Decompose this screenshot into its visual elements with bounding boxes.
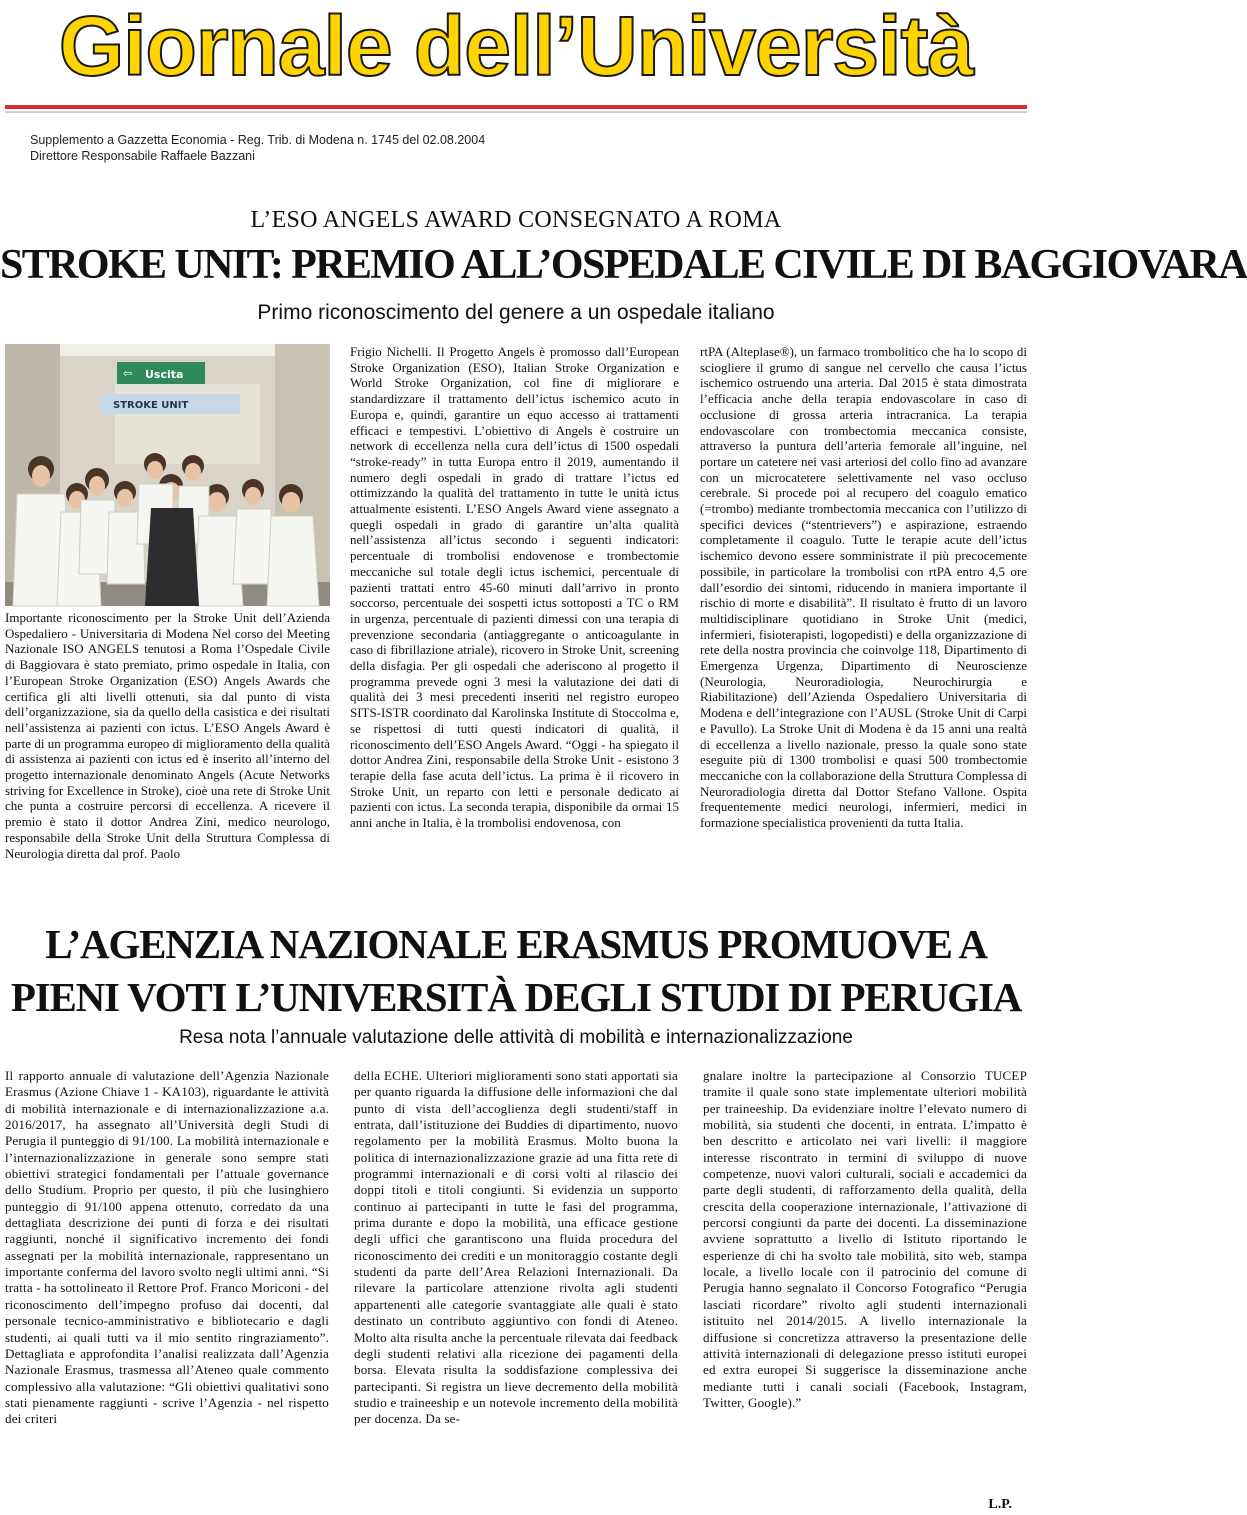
supplement-director: Direttore Responsabile Raffaele Bazzani <box>30 149 255 163</box>
article1-kicker: L’ESO ANGELS AWARD CONSEGNATO A ROMA <box>250 207 782 233</box>
stroke-unit-sign-text: STROKE UNIT <box>113 400 189 411</box>
supplement-info <box>30 132 485 164</box>
stroke-unit-team-photo <box>5 344 330 606</box>
article2-headline <box>0 918 1032 1024</box>
svg-text:⇦: ⇦ <box>123 367 133 380</box>
article1-headline: STROKE UNIT: PREMIO ALL’OSPEDALE CIVILE DI BAGGIOVARA <box>0 242 1247 288</box>
masthead-red-rule <box>5 105 1027 109</box>
article2-column-2: della ECHE. Ulteriori miglioramenti sono stati apportati sia per quanto riguarda la diffusione delle informazioni che dal punto di vista dell’accoglienza degli studenti/staff in entrata, dall’istituzione dei Buddies di dipartimento, nuovo regolamento per la mobilità Erasmus. Molto buona la politica di internazionalizzazione grazie ad una fitta rete di programmi internazionali e di corsi volti al rilascio dei doppi titoli e titoli congiunti. Si evidenzia un supporto continuo ai partecipanti in tutte le fasi del programma, prima durante e dopo la mobilità, una efficace gestione degli uffici che garantiscono una fluida procedura del riconoscimento dei crediti e un monitoraggio costante degli studenti da parte dell’Area Relazioni Internazionali. Da rilevare la particolare attenzione rivolta agli studenti appartenenti alle categorie svantaggiate alle quali è stato destinato un contributo aggiuntivo con fondi di Ateneo. Molto alta risulta anche la percentuale rilevata dai feedback degli studenti relativi alla ricezione dei pagamenti della borsa. Elevata risulta la soddisfazione complessiva dei partecipanti. Si registra un lieve decremento della mobilità studio e traineeship e un notevole incremento della mobilità per docenza. Da se- <box>354 1068 678 1427</box>
article2-subtitle: Resa nota l’annuale valutazione delle attività di mobilità e internazionalizzazione <box>179 1027 853 1048</box>
masthead-title: Giornale dell’Università <box>58 0 974 93</box>
article2-column-1: Il rapporto annuale di valutazione dell’Agenzia Nazionale Erasmus (Azione Chiave 1 - KA103), riguardante le attività di mobilità internazionale e di internazionalizzazione a.a. 2016/2017, ha assegnato all’Università degli Studi di Perugia il punteggio di 91/100. La mobilità internazionale e l’internazionalizzazione in generale sono sempre stati obiettivi strategici fondamentali per l’attuale governance dello Studium. Proprio per questo, il più che lusinghiero punteggio di 91/100 appena ottenuto, corredato da una dettagliata descrizione dei punti di forza e dei risultati raggiunti, nonché il significativo incremento dei fondi assegnati per la mobilità internazionale, rappresentano un importante conferma del lavoro svolto negli ultimi anni. “Si tratta - ha sottolineato il Rettore Prof. Franco Moriconi - del riconoscimento dell’impegno profuso dai docenti, dal personale tecnico-amministrativo e bibliotecario e dagli studenti, ai quali tutti va il mio sentito ringraziamento”. Dettagliata e approfondita l’analisi realizzata dall’Agenzia Nazionale Erasmus, trasmessa all’Ateneo quale commento complessivo alla valutazione: “Gli obiettivi qualitativi sono stati pienamente raggiunti - scrive l’Agenzia - nel rispetto dei criteri <box>5 1068 329 1427</box>
masthead-grey-rule <box>5 111 1027 113</box>
article2-headline-line-1: L’AGENZIA NAZIONALE ERASMUS PROMUOVE A <box>45 921 987 967</box>
article1-column-1: Importante riconoscimento per la Stroke Unit dell’Azienda Ospedaliero - Universitaria di Modena Nel corso del Meeting Nazionale ISO ANGELS tenutosi a Roma l’Ospedale Civile di Baggiovara è stato premiato, primo ospedale in Italia, con l’European Stroke Organization (ESO) Angels Awards che certifica gli alti livelli ottenuti, sia dal punto di vista dell’organizzazione, sia da quello della casistica e dei risultati nell’assistenza ai pazienti con ictus. L’ESO Angels Award è parte di un programma europeo di miglioramento della qualità di assistenza ai pazienti con ictus ed è inserito all’interno del progetto internazionale denominato Angels (Acute Networks striving for Excellence in Stroke), cioè una rete di Stroke Unit che punta a costruire percorsi di eccellenza. A ricevere il premio è stato il dottor Andrea Zini, medico neurologo, responsabile della Stroke Unit della Struttura Complessa di Neurologia diretta dal prof. Paolo <box>5 610 330 861</box>
article1-subtitle: Primo riconoscimento del genere a un ospedale italiano <box>257 301 775 324</box>
article1-column-3: rtPA (Alteplase®), un farmaco trombolitico che ha lo scopo di sciogliere il grumo di sangue nel cervello che causa l’ictus ischemico ostruendo una arteria. Dal 2015 è stata dimostrata l’efficacia anche della terapia endovascolare in caso di occlusione di grossa arteria intracranica. La terapia endovascolare con trombectomia meccanica consiste, attraverso la puntura dell’arteria femorale all’inguine, nel portare un catetere nei vasi arteriosi del collo fino ad avanzare con un microcatetere selettivamente nel vaso occluso cerebrale. Si procede poi al recupero del coagulo ematico (=trombo) mediante trombectomia meccanica con l’utilizzo di specifici devices (“stentrievers”) e aspirazione, estraendo completamente il coagulo. Tutte le terapie acute dell’ictus ischemico devono essere somministrate il più precocemente possibile, in particolare la trombolisi con rtPA entro 4,5 ore dall’esordio dei sintomi, riducendo in maniera importante il rischio di morte e disabilità”. Il risultato è frutto di un lavoro multidisciplinare quotidiano in Stroke Unit (medici, infermieri, fisioterapisti, logopedisti) e della organizzazione di rete della nostra provincia che coinvolge 118, Dipartimento di Emergenza Urgenza, Dipartimento di Neuroscienze (Neurologia, Neuroradiologia, Neurochirurgia e Riabilitazione) dell’Azienda Ospedaliero Universitaria di Modena e dell’integrazione con l’AUSL (Stroke Unit di Carpi e Pavullo). La Stroke Unit di Modena è da 15 anni una realtà di eccellenza a livello nazionale, presso la quale sono state eseguite più di 1300 trombolisi e quasi 500 trombectomie meccaniche con la collaborazione della Struttura Complessa di Neuroradiologia diretta dal Dottor Stefano Vallone. Ospita frequentemente medici neurologi, infermieri, medici in formazione specialistica provenienti da tutta Italia. <box>700 344 1027 831</box>
article2-signature: L.P. <box>988 1497 1012 1512</box>
article2-headline-line-2: PIENI VOTI L’UNIVERSITÀ DEGLI STUDI DI PERUGIA <box>10 974 1022 1020</box>
article2-column-3: gnalare inoltre la partecipazione al Consorzio TUCEP tramite il quale sono state implementate ulteriori mobilità per traineeship. Da evidenziare inoltre l’elevato numero di mobilità, sia studenti che docenti, in entrata. L’impatto è ben descritto e articolato nei vari livelli: il maggiore interesse riscontrato in termini di sviluppo di nuove competenze, nuovi valori culturali, sociali e accademici da parte degli studenti, di rafforzamento della qualità, della crescita della cooperazione internazionale, l’attivazione di percorsi congiunti da parte dei docenti. La disseminazione avviene soprattutto a livello di Istituto riportando le esperienze di chi ha svolto tale mobilità, sito web, stampa locale, a livello locale con il patrocinio del comune di Perugia hanno segnalato il Concorso Fotografico “Perugia lasciati ricordare” rivolto agli studenti internazionali istituito nel 2014/2015. A livello internazionale la diffusione si concretizza attraverso la presentazione delle attività internazionali di delegazione presso istituti europei ed extra europei Si suggerisce la disseminazione anche mediante tutti i canali sociali (Facebook, Instagram, Twitter, Google).” <box>703 1068 1027 1410</box>
article1-column-2: Frigio Nichelli. Il Progetto Angels è promosso dall’European Stroke Organization (ESO), Italian Stroke Organization e World Stroke Organization, col fine di migliorare e standardizzare il trattamento dell’ictus ischemico acuto in Europa e, quindi, garantire un equo accesso ai trattamenti efficaci e tempestivi. L’obiettivo di Angels è costruire un network di eccellenza nella cura dell’ictus di 1500 ospedali “stroke-ready” in tutta Europa entro il 2019, aumentando il numero degli ospedali in grado di trattare l’ictus ed ottimizzando la qualità del trattamento in tutte le unità ictus attualmente esistenti. L’ESO Angels Award viene assegnato a quegli ospedali in grado di garantire un’alta qualità nell’assistenza all’ictus secondo i seguenti indicatori: percentuale di trombolisi endovenose e trombectomie meccaniche sul totale degli ictus ischemici, percentuale di pazienti trattati entro 45-60 minuti dall’arrivo in pronto soccorso, percentuale dei sospetti ictus sottoposti a TC o RM in urgenza, percentuale di pazienti dimessi con una terapia di prevenzione secondaria (antiaggregante o anticoagulante in caso di fibrillazione atriale), ricovero in Stroke Unit, screening della disfagia. Per gli ospedali che aderiscono al progetto il programma prevede ogni 3 mesi la valutazione dei dati di qualità dei 3 mesi precedenti inseriti nel registro europeo SITS-ISTR coordinato dal Karolinska Institute di Stoccolma e, se rispettosi di tutti questi indicatori di qualità, il riconoscimento dell’ESO Angels Award. “Oggi - ha spiegato il dottor Andrea Zini, responsabile della Stroke Unit - esistono 3 terapie della fase acuta dell’ictus. La prima è il ricovero in Stroke Unit, un reparto con letti e personale dedicato ai pazienti con ictus. La seconda terapia, disponibile da ormai 15 anni anche in Italia, è la trombolisi endovenosa, con <box>350 344 679 831</box>
supplement-registration: Supplemento a Gazzetta Economia - Reg. Trib. di Modena n. 1745 del 02.08.2004 <box>30 133 486 147</box>
exit-sign-text: Uscita <box>145 368 184 381</box>
